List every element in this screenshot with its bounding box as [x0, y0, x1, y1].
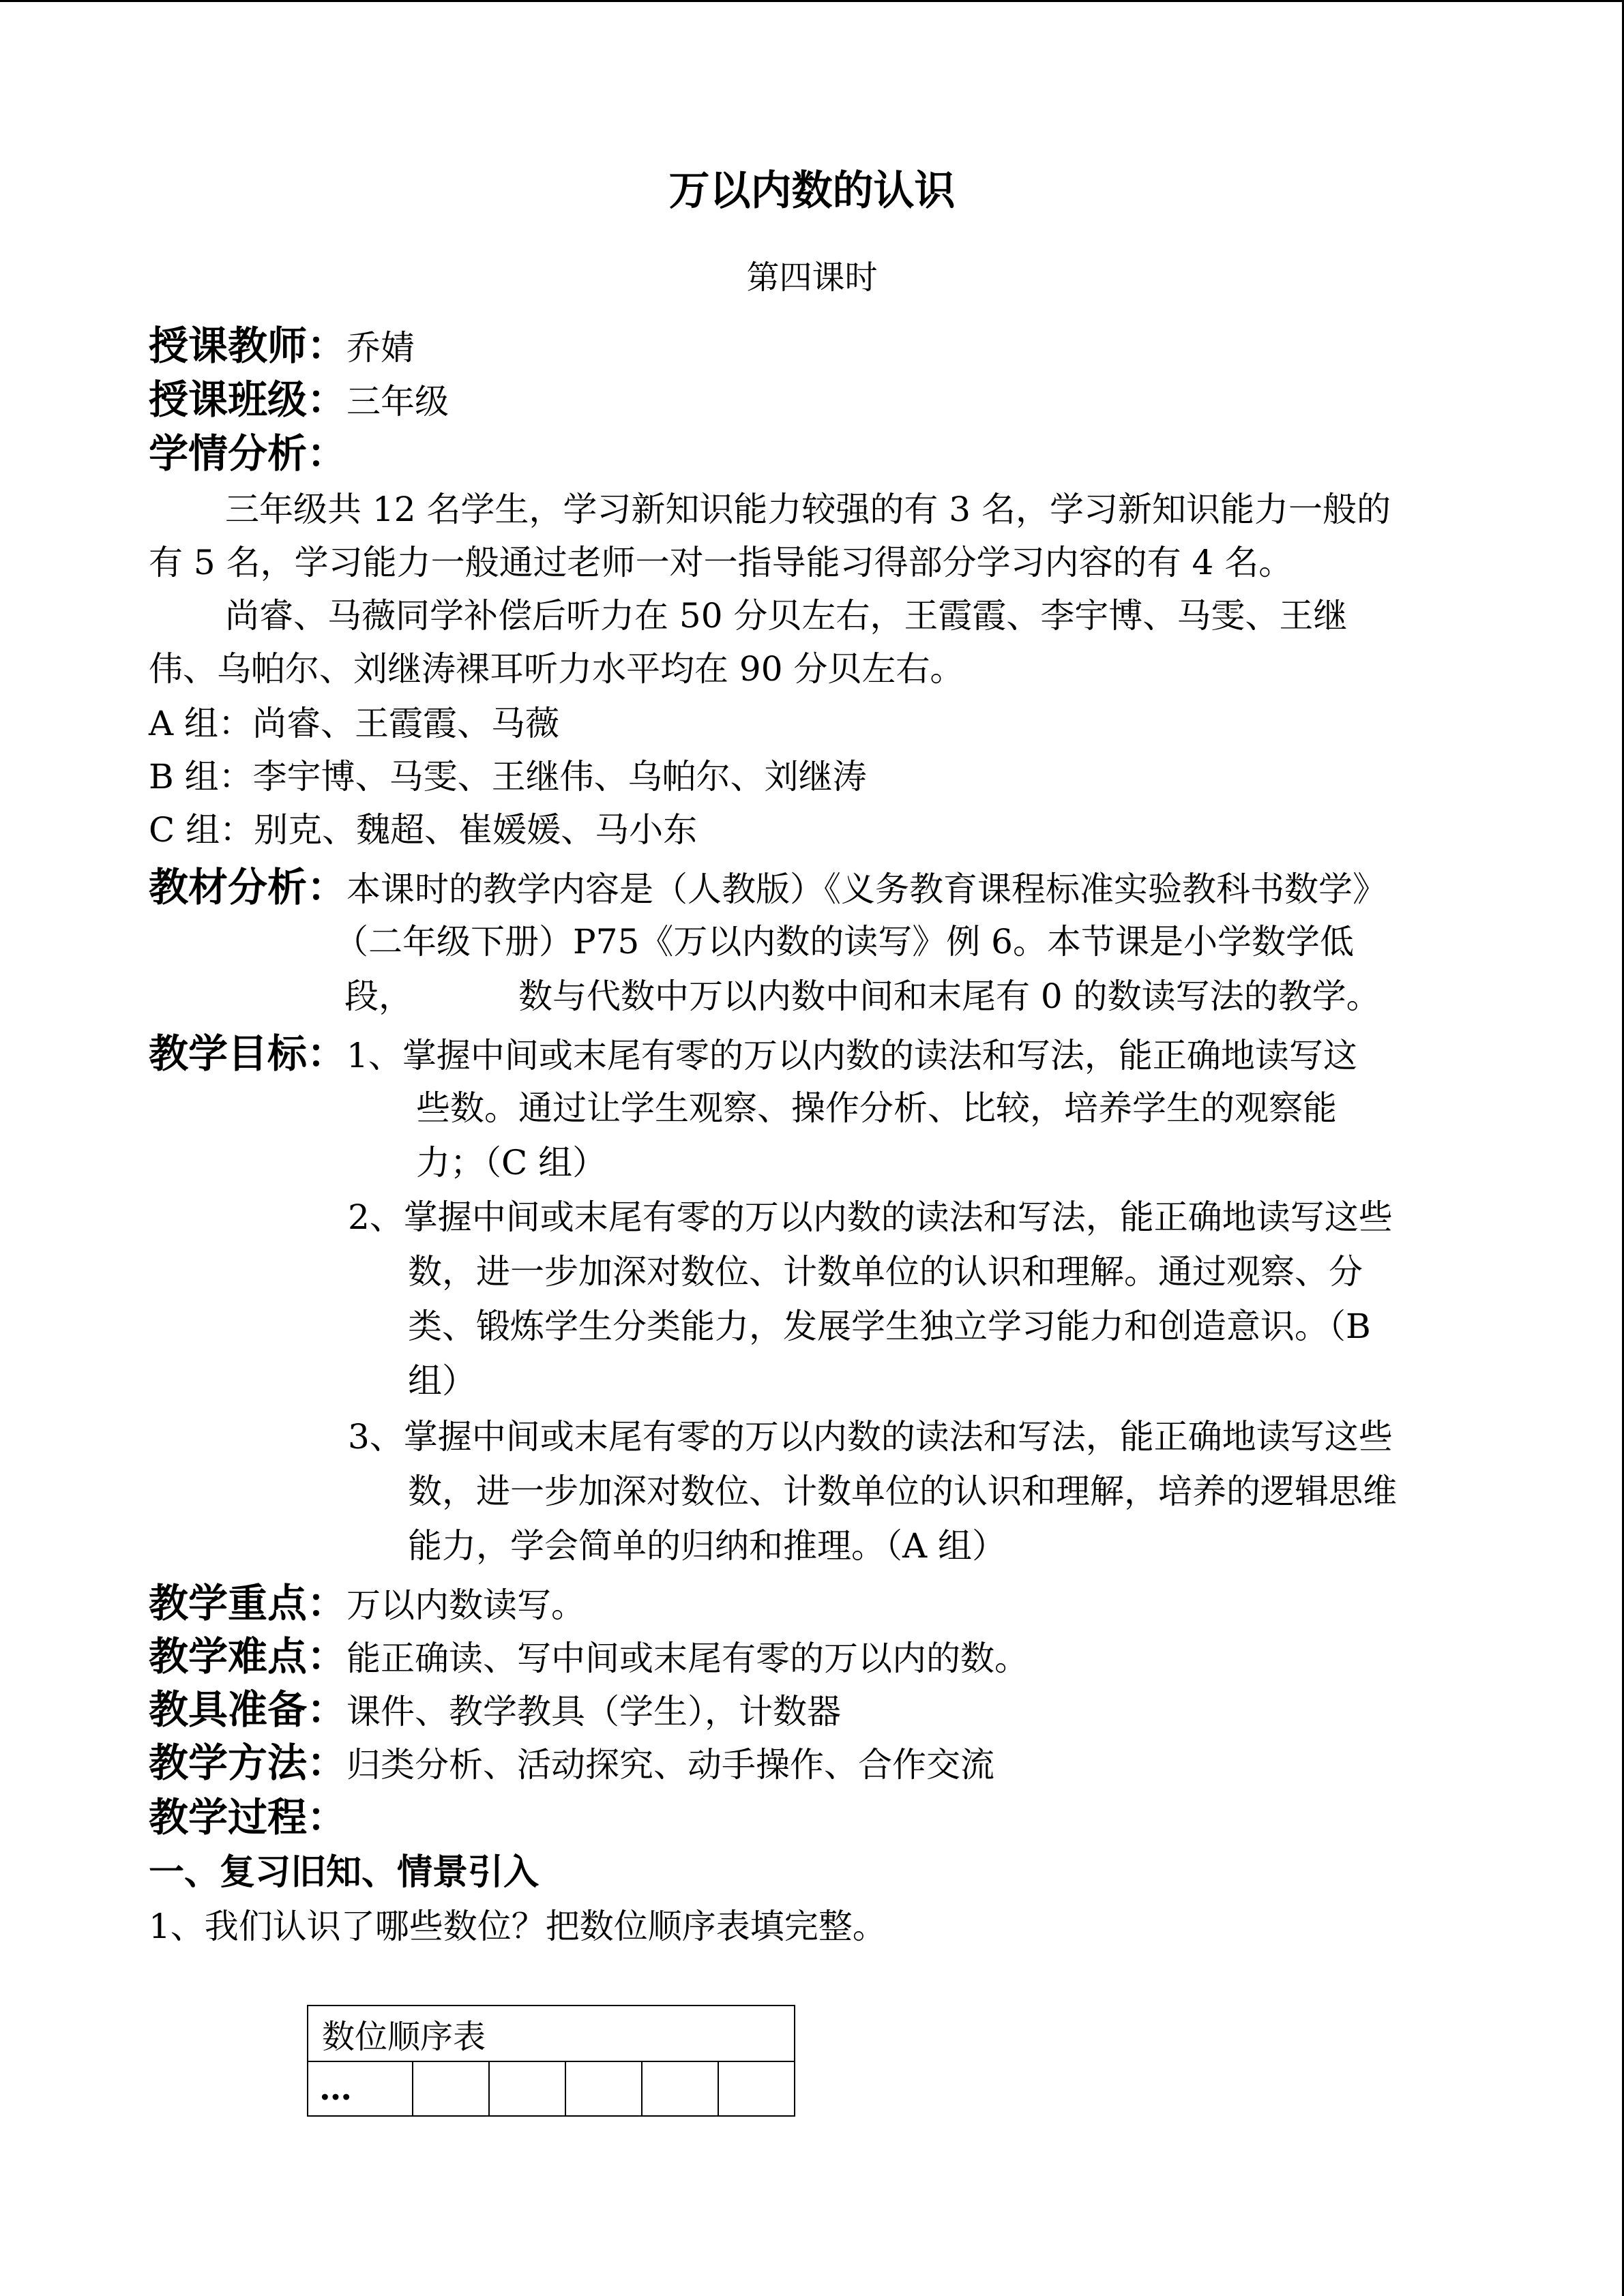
tools-line — [149, 1686, 842, 1733]
section-1-heading: 一、复习旧知、情景引入 — [149, 1852, 540, 1893]
place-value-blank-cell[interactable] — [565, 2061, 642, 2116]
teacher-label: 授课教师： — [149, 323, 347, 369]
document-title: 万以内数的认识 — [668, 167, 956, 215]
analysis-paragraph-1-line-2: 有 5 名，学习能力一般通过老师一对一指导能习得部分学习内容的有 4 名。 — [149, 543, 1293, 582]
grade-label: 授课班级： — [149, 376, 347, 423]
method-line — [149, 1740, 995, 1786]
method-value: 归类分析、活动探究、动手操作、合作交流 — [346, 1745, 995, 1785]
difficulty-value: 能正确读、写中间或末尾有零的万以内的数。 — [346, 1639, 1029, 1678]
tools-label: 教具准备： — [149, 1686, 347, 1733]
goal-2-line-3: 类、锻炼学生分类能力，发展学生独立学习能力和创造意识。（B — [408, 1307, 1371, 1346]
place-value-blank-cell[interactable] — [642, 2061, 718, 2116]
material-label: 教材分析： — [149, 864, 347, 910]
teacher-line — [149, 323, 415, 369]
goal-1-line-2: 些数。通过让学生观察、操作分析、比较，培养学生的观察能 — [416, 1088, 1337, 1128]
place-value-table-row — [308, 2061, 795, 2116]
goal-3-line-2: 数，进一步加深对数位、计数单位的认识和理解，培养的逻辑思维 — [408, 1472, 1397, 1511]
difficulty-label: 教学难点： — [149, 1633, 347, 1680]
difficulty-line — [149, 1633, 1029, 1680]
material-line-3b: 数与代数中万以内数中间和末尾有 0 的数读写法的教学。 — [518, 976, 1381, 1016]
goal-1-line-3: 力；（C 组） — [416, 1143, 607, 1182]
material-line-1 — [149, 864, 1387, 910]
grade-line — [149, 376, 449, 423]
goal-3-line-3: 能力，学会简单的归纳和推理。（A 组） — [408, 1526, 1007, 1566]
goal-1-line-1 — [149, 1030, 1357, 1077]
place-value-table-caption-row — [308, 2006, 795, 2061]
process-label: 教学过程： — [149, 1794, 347, 1840]
place-value-ellipsis-cell: … — [308, 2061, 413, 2116]
goal-1-text-1: 1、掌握中间或末尾有零的万以内数的读法和写法，能正确地读写这 — [346, 1036, 1357, 1075]
document-subtitle: 第四课时 — [746, 258, 878, 297]
process-heading — [149, 1794, 347, 1840]
goals-label: 教学目标： — [149, 1030, 347, 1077]
analysis-heading — [149, 430, 347, 477]
key-point-line — [149, 1580, 586, 1626]
group-a-line: A 组：尚睿、王霞霞、马薇 — [149, 704, 560, 743]
goal-2-line-1: 2、掌握中间或末尾有零的万以内数的读法和写法，能正确地读写这些 — [348, 1197, 1393, 1237]
teacher-value: 乔婧 — [346, 328, 415, 368]
goal-3-line-1: 3、掌握中间或末尾有零的万以内数的读法和写法，能正确地读写这些 — [348, 1417, 1393, 1457]
group-c-line: C 组：别克、魏超、崔媛媛、马小东 — [149, 810, 698, 850]
question-1: 1、我们认识了哪些数位？把数位顺序表填完整。 — [149, 1907, 887, 1946]
material-line-2: （二年级下册）P75《万以内数的读写》例 6。本节课是小学数学低 — [334, 922, 1354, 961]
grade-value: 三年级 — [346, 382, 449, 421]
material-line-3a: 段， — [344, 976, 413, 1016]
tools-value: 课件、教学教具（学生），计数器 — [346, 1692, 842, 1731]
analysis-paragraph-2-line-2: 伟、乌帕尔、刘继涛裸耳听力水平均在 90 分贝左右。 — [149, 649, 964, 689]
material-text-1: 本课时的教学内容是（人教版）《义务教育课程标准实验教科书数学》 — [346, 869, 1387, 909]
place-value-blank-cell[interactable] — [718, 2061, 795, 2116]
analysis-paragraph-1-line-1: 三年级共 12 名学生，学习新知识能力较强的有 3 名，学习新知识能力一般的 — [225, 490, 1391, 529]
place-value-table-caption: 数位顺序表 — [308, 2006, 795, 2061]
place-value-blank-cell[interactable] — [489, 2061, 565, 2116]
page-top-border — [0, 0, 1624, 2]
group-b-line: B 组：李宇博、马雯、王继伟、乌帕尔、刘继涛 — [149, 757, 867, 796]
analysis-paragraph-2-line-1: 尚睿、马薇同学补偿后听力在 50 分贝左右，王霞霞、李宇博、马雯、王继 — [225, 596, 1348, 636]
goal-2-line-4: 组） — [408, 1361, 476, 1401]
key-point-value: 万以内数读写。 — [346, 1585, 586, 1625]
goal-2-line-2: 数，进一步加深对数位、计数单位的认识和理解。通过观察、分 — [408, 1252, 1363, 1292]
place-value-blank-cell[interactable] — [413, 2061, 489, 2116]
place-value-table — [307, 2005, 795, 2117]
analysis-label: 学情分析： — [149, 430, 347, 477]
key-point-label: 教学重点： — [149, 1580, 347, 1626]
method-label: 教学方法： — [149, 1740, 347, 1786]
